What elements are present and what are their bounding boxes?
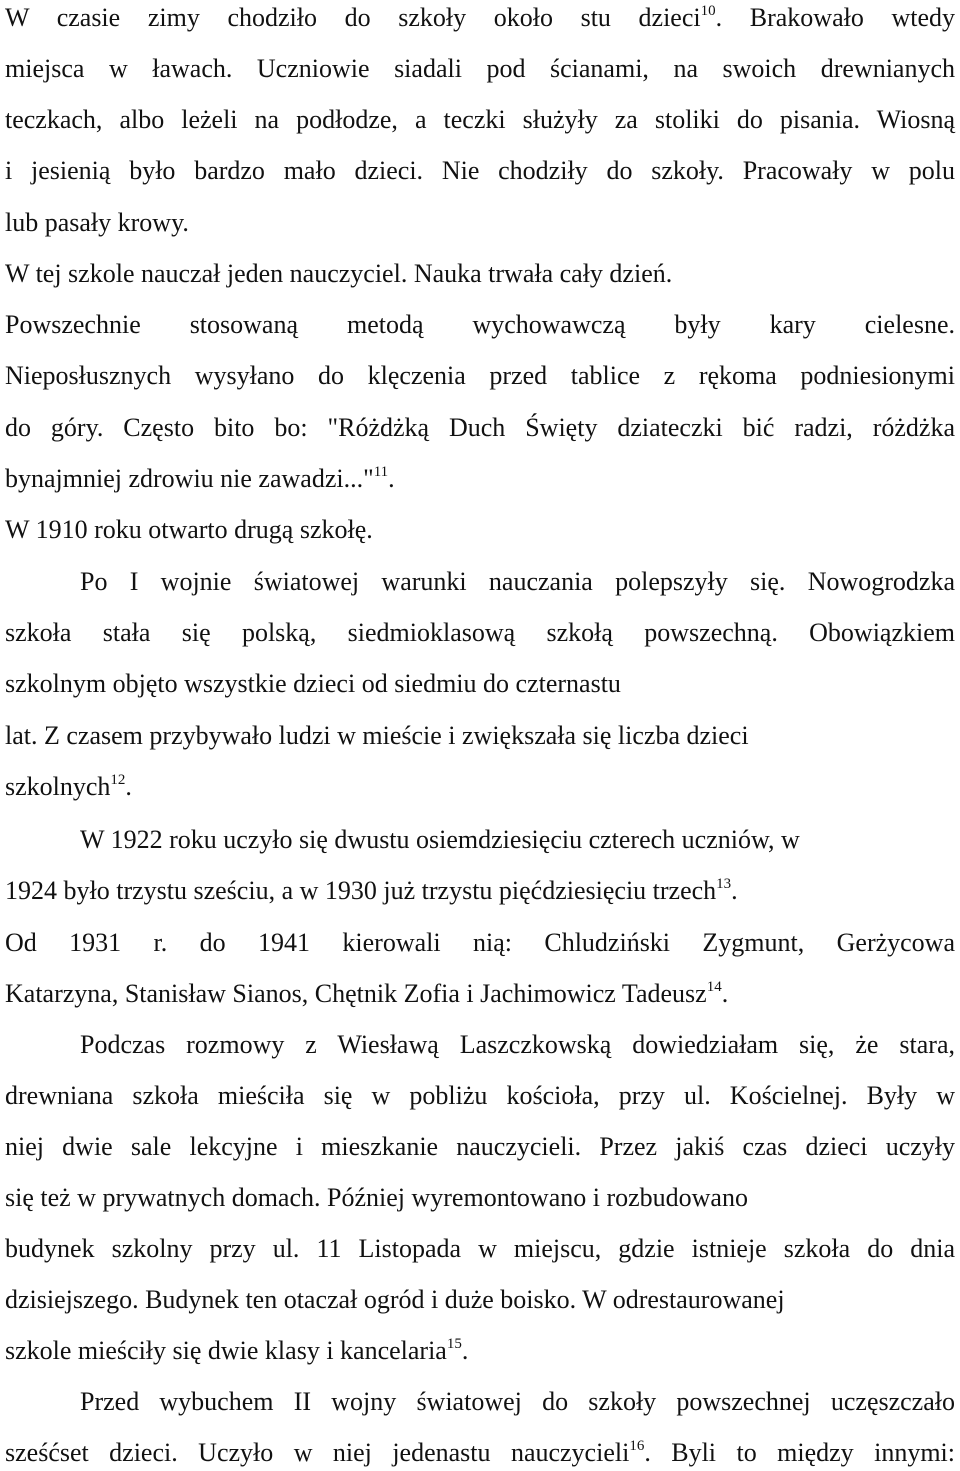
footnote-ref: 10 bbox=[700, 3, 716, 19]
text-line: Przed wybuchem II wojny światowej do szkoły powszechnej uczęszczało bbox=[80, 1387, 955, 1416]
text-line: bynajmniej zdrowiu nie zawadzi..."$^{11}$. bbox=[5, 464, 395, 493]
text-line: W tej szkole nauczał jeden nauczyciel. Nauka trwała cały dzień. bbox=[5, 259, 673, 288]
text-line: szkolnych$^{12}$. bbox=[5, 772, 132, 801]
text-line: i jesienią było bardzo mało dzieci. Nie chodziły do szkoły. Pracowały w polu bbox=[5, 156, 955, 185]
text-line: szkoła stała się polską, siedmioklasową szkołą powszechną. Obowiązkiem bbox=[5, 618, 955, 647]
text-line: lat. Z czasem przybywało ludzi w mieście i zwiększała się liczba dzieci bbox=[5, 721, 749, 750]
text-line: W czasie zimy chodziło do szkoły około stu dzieci$^{10}$. Brakowało wtedy bbox=[5, 3, 955, 32]
text-line: Katarzyna, Stanisław Sianos, Chętnik Zofia i Jachimowicz Tadeusz$^{14}$. bbox=[5, 979, 729, 1008]
text-line: budynek szkolny przy ul. 11 Listopada w miejscu, gdzie istnieje szkoła do dnia bbox=[5, 1234, 955, 1263]
text-line: dzisiejszego. Budynek ten otaczał ogród i duże boisko. W odrestaurowanej bbox=[5, 1285, 785, 1314]
text-line: Nieposłusznych wysyłano do klęczenia przed tablice z rękoma podniesionymi bbox=[5, 361, 955, 390]
footnote-ref: 15 bbox=[446, 1336, 462, 1352]
footnote-ref: 13 bbox=[716, 876, 732, 892]
text-line: szkolnym objęto wszystkie dzieci od siedmiu do czternastu bbox=[5, 669, 621, 698]
text-line: miejsca w ławach. Uczniowie siadali pod ścianami, na swoich drewnianych bbox=[5, 54, 955, 83]
text-line: Podczas rozmowy z Wiesławą Laszczkowską dowiedziałam się, że stara, bbox=[80, 1030, 955, 1059]
footnote-ref: 12 bbox=[110, 772, 126, 788]
text-line: teczkach, albo leżeli na podłodze, a teczki służyły za stoliki do pisania. Wiosną bbox=[5, 105, 955, 134]
text-line: do góry. Często bito bo: "Różdżką Duch Święty dziateczki bić radzi, różdżka bbox=[5, 413, 955, 442]
text-line: Po I wojnie światowej warunki nauczania polepszyły się. Nowogrodzka bbox=[80, 567, 955, 596]
text-line: niej dwie sale lekcyjne i mieszkanie nauczycieli. Przez jakiś czas dzieci uczyły bbox=[5, 1132, 955, 1161]
text-line: Powszechnie stosowaną metodą wychowawczą były kary cielesne. bbox=[5, 310, 955, 339]
footnote-ref: 16 bbox=[629, 1438, 645, 1454]
footnote-ref: 14 bbox=[706, 979, 722, 995]
text-line: W 1922 roku uczyło się dwustu osiemdziesięciu czterech uczniów, w bbox=[80, 825, 800, 854]
text-line: W 1910 roku otwarto drugą szkołę. bbox=[5, 515, 373, 544]
text-line: się też w prywatnych domach. Później wyremontowano i rozbudowano bbox=[5, 1183, 748, 1212]
text-line: lub pasały krowy. bbox=[5, 208, 189, 237]
text-line: drewniana szkoła mieściła się w pobliżu kościoła, przy ul. Kościelnej. Były w bbox=[5, 1081, 955, 1110]
text-line: szkole mieściły się dwie klasy i kancelaria$^{15}$. bbox=[5, 1336, 469, 1365]
text-line: 1924 było trzystu sześciu, a w 1930 już trzystu pięćdziesięciu trzech$^{13}$. bbox=[5, 876, 738, 905]
text-line: Od 1931 r. do 1941 kierowali nią: Chludziński Zygmunt, Gerżycowa bbox=[5, 928, 955, 957]
footnote-ref: 11 bbox=[373, 464, 389, 480]
text-line: sześćset dzieci. Uczyło w niej jedenastu nauczycieli$^{16}$. Byli to między innymi: bbox=[5, 1438, 955, 1467]
